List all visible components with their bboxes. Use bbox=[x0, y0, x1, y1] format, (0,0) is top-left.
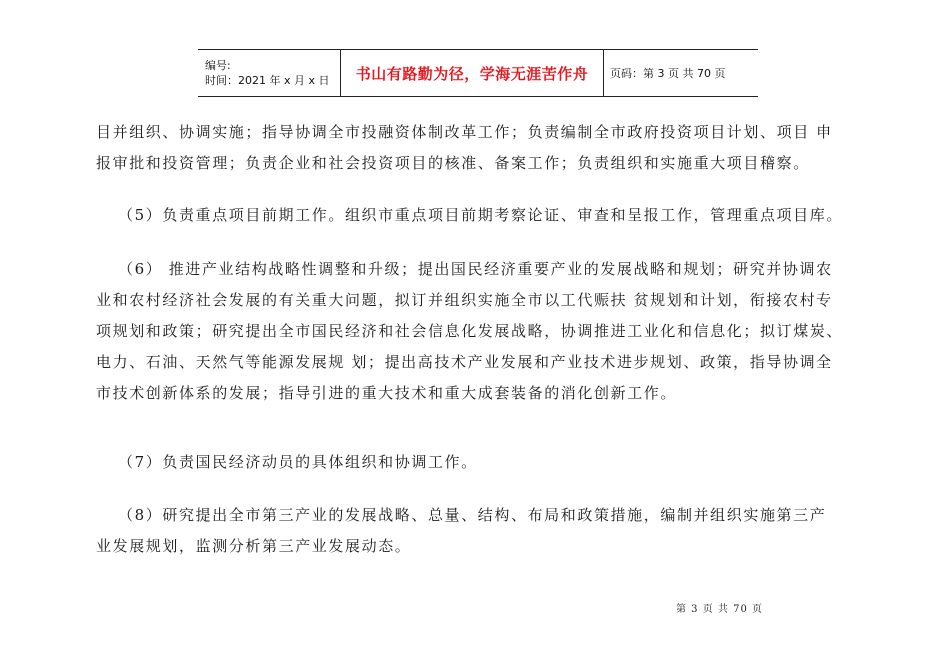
paragraph-line: （6） 推进产业结构战略性调整和升级；提出国民经济重要产业的发展战略和规划；研究并协调农 bbox=[118, 260, 833, 278]
paragraph-line: （8）研究提出全市第三产业的发展战略、总量、结构、布局和政策措施，编制并组织实施第三产 bbox=[118, 506, 827, 524]
paragraph-1 bbox=[96, 117, 856, 179]
paragraph-line: 报审批和投资管理；负责企业和社会投资项目的核准、备案工作；负责组织和实施重大项目稽察。 bbox=[96, 154, 810, 172]
paragraph-line: 项规划和政策；研究提出全市国民经济和社会信息化发展战略，协调推进工业化和信息化；拟订煤炭、 bbox=[96, 322, 844, 340]
paragraph-line: 业发展规划，监测分析第三产业发展动态。 bbox=[96, 537, 412, 555]
paragraph-line: 电力、石油、天然气等能源发展规 划；提出高技术产业发展和产业技术进步规划、政策，指导协调全 bbox=[96, 353, 833, 371]
page-footer-number: 第 3 页 共 70 页 bbox=[676, 604, 763, 615]
paragraph-line: （5）负责重点项目前期工作。组织市重点项目前期考察论证、审查和呈报工作，管理重点项目库。 bbox=[118, 206, 843, 224]
paragraph-line: 目并组织、协调实施；指导协调全市投融资体制改革工作；负责编制全市政府投资项目计划、项目 申 bbox=[96, 123, 833, 141]
paragraph-5 bbox=[96, 500, 856, 562]
header-page-info: 页码：第 3 页 共 70 页 bbox=[610, 67, 726, 80]
paragraph-4 bbox=[118, 447, 878, 478]
header-meta bbox=[198, 50, 340, 96]
paragraph-line: 市技术创新体系的发展；指导引进的重大技术和重大成套装备的消化创新工作。 bbox=[96, 384, 678, 402]
date-label: 时间：2021 年 x 月 x 日 bbox=[205, 74, 330, 87]
serial-number-label: 编号: bbox=[205, 59, 231, 72]
paragraph-2 bbox=[118, 200, 878, 231]
page-header bbox=[198, 49, 758, 97]
paragraph-line: （7）负责国民经济动员的具体组织和协调工作。 bbox=[118, 453, 478, 471]
header-motto: 书山有路勤为径，学海无涯苦作舟 bbox=[340, 50, 604, 96]
paragraph-3 bbox=[96, 254, 856, 409]
paragraph-line: 业和农村经济社会发展的有关重大问题，拟订并组织实施全市以工代赈扶 贫规划和计划，衔接农村专 bbox=[96, 291, 833, 309]
